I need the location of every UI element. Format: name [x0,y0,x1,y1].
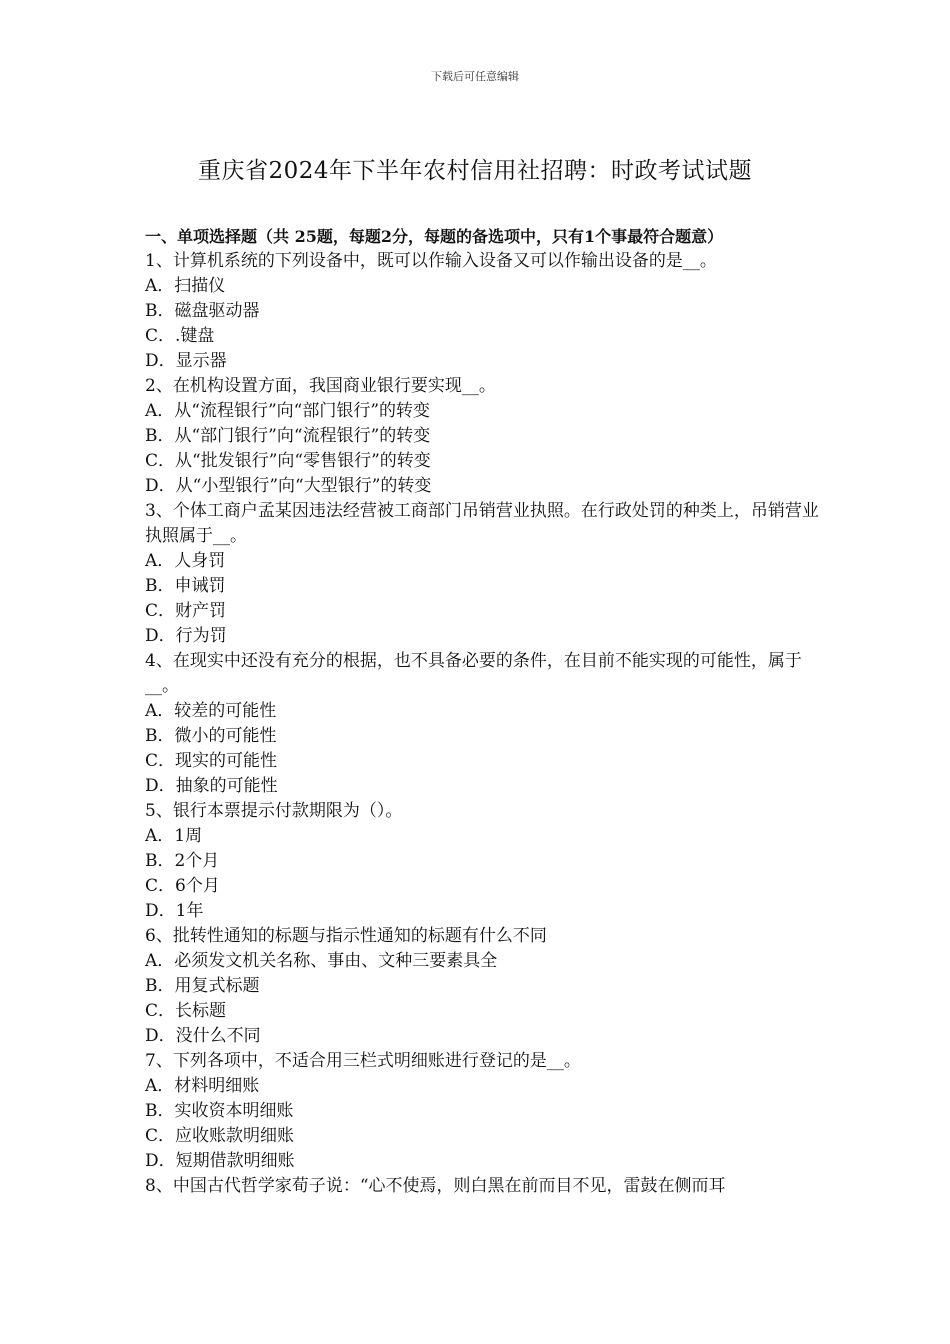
document-body [145,224,825,1199]
answer-option: A．必须发文机关名称、事由、文种三要素具全 [145,951,498,971]
answer-option: B．从“部门银行”向“流程银行”的转变 [145,426,431,446]
option-list [145,824,825,924]
question-stem: 1、计算机系统的下列设备中，既可以作输入设备又可以作输出设备的是__。 [145,251,717,271]
answer-option: B．用复式标题 [145,976,260,996]
option-list [145,1074,825,1174]
answer-option: A．人身罚 [145,551,226,571]
question-list [145,249,825,1199]
answer-option: C．从“批发银行”向“零售银行”的转变 [145,451,431,471]
question-stem: 7、下列各项中，不适合用三栏式明细账进行登记的是__。 [145,1051,581,1071]
answer-option: D．从“小型银行”向“大型银行”的转变 [145,476,432,496]
question-stem: 3、个体工商户孟某因违法经营被工商部门吊销营业执照。在行政处罚的种类上，吊销营业执照属于__。 [145,501,819,546]
question-item [145,799,825,924]
answer-option: D．没什么不同 [145,1026,261,1046]
question-stem: 2、在机构设置方面，我国商业银行要实现__。 [145,376,496,396]
option-list [145,399,825,499]
option-list [145,699,825,799]
question-item [145,1049,825,1174]
question-stem: 4、在现实中还没有充分的根据，也不具备必要的条件，在目前不能实现的可能性，属于__。 [145,651,802,696]
document-title: 重庆省2024年下半年农村信用社招聘：时政考试试题 [197,158,753,184]
answer-option: A．从“流程银行”向“部门银行”的转变 [145,401,431,421]
answer-option: A．较差的可能性 [145,701,277,721]
answer-option: D．抽象的可能性 [145,776,278,796]
answer-option: C．应收账款明细账 [145,1126,295,1146]
section-heading: 一、单项选择题（共 25题，每题2分，每题的备选项中，只有1个事最符合题意） [145,227,724,246]
answer-option: B．申诫罚 [145,576,226,596]
option-list [145,949,825,1049]
question-item [145,249,825,374]
question-stem: 6、批转性通知的标题与指示性通知的标题有什么不同 [145,926,547,946]
answer-option: A．材料明细账 [145,1076,260,1096]
question-stem: 5、银行本票提示付款期限为（）。 [145,801,403,821]
answer-option: D．短期借款明细账 [145,1151,295,1171]
answer-option: C．6个月 [145,876,220,896]
answer-option: A．扫描仪 [145,276,226,296]
answer-option: B．微小的可能性 [145,726,277,746]
header-note: 下载后可任意编辑 [431,70,519,83]
answer-option: D．行为罚 [145,626,227,646]
answer-option: C．财产罚 [145,601,227,621]
answer-option: B．磁盘驱动器 [145,301,260,321]
question-item [145,924,825,1049]
answer-option: C．.键盘 [145,326,215,346]
answer-option: D．1年 [145,901,204,921]
answer-option: B．2个月 [145,851,220,871]
answer-option: D．显示器 [145,351,227,371]
answer-option: B．实收资本明细账 [145,1101,294,1121]
question-item [145,649,825,799]
question-item [145,374,825,499]
option-list [145,274,825,374]
answer-option: C．长标题 [145,1001,227,1021]
answer-option: A．1周 [145,826,203,846]
answer-option: C．现实的可能性 [145,751,278,771]
question-item [145,1174,825,1199]
question-item [145,499,825,649]
option-list [145,549,825,649]
question-stem: 8、中国古代哲学家荀子说：“心不使焉，则白黑在前而目不见，雷鼓在侧而耳 [145,1176,726,1196]
